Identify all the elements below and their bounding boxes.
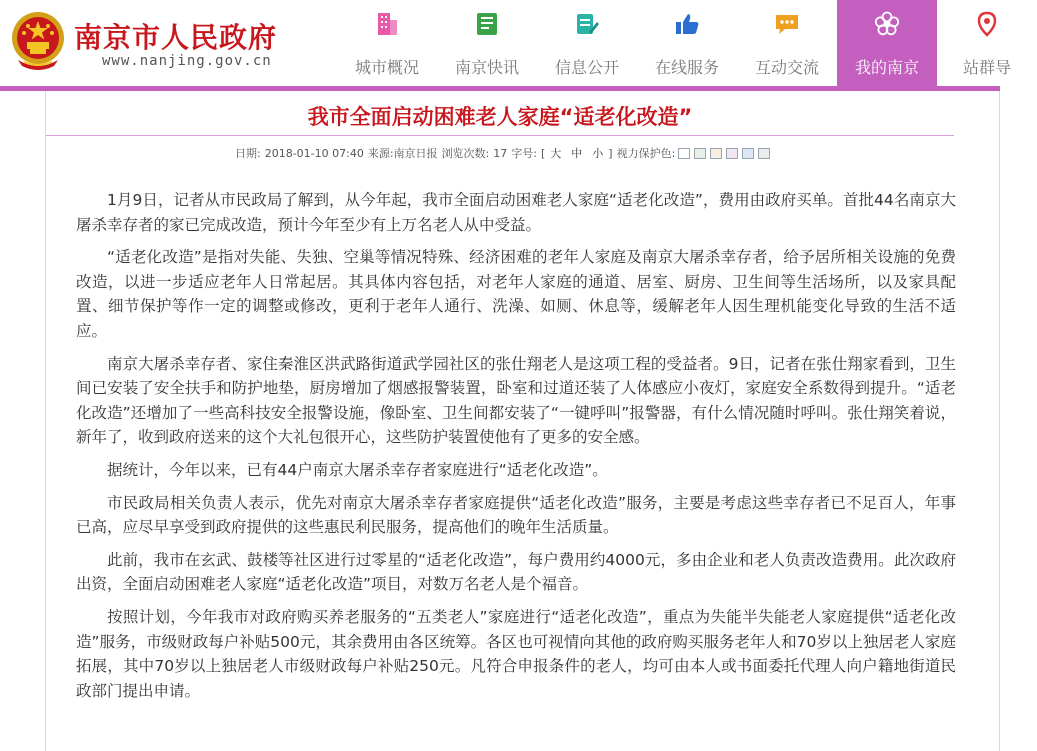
article-title: 我市全面启动困难老人家庭“适老化改造” [307,105,693,129]
views-value: 17 [493,146,508,160]
bracket-open: [ [541,146,546,160]
site-header [0,0,1011,86]
national-emblem-icon[interactable] [10,10,66,72]
article-paragraph: 据统计，今年以来，已有44户南京大屠杀幸存者家庭进行“适老化改造”。 [107,460,608,479]
color-swatch[interactable] [742,148,754,159]
eye-protection-swatches [678,148,774,159]
nav-item-site-group[interactable] [937,0,1037,86]
color-swatch[interactable] [678,148,690,159]
font-size-medium-link[interactable]: 中 [571,147,583,160]
map-pin-icon [973,10,1001,38]
title-divider [46,135,954,136]
document-edit-icon [573,10,601,38]
article-paragraph: 按照计划，今年我市对政府购买养老服务的“五类老人”家庭进行“适老化改造”，重点为失能半失能老人家庭提供“适老化改造”服务，市级财政每户补贴500元，其余费用由各区统筹。各区也可视情向其他的政府购买服务老年人和70岁以上独居老人家庭拓展，其中70岁以上独居老人市级财政每户补贴250元。凡符合申报条件的老人，均可由本人或书面委托代理人向户籍地街道民政部门提出申请。 [76,607,956,700]
eye-protection-label: 视力保护色: [616,147,676,160]
views-label: 浏览次数: [441,147,490,160]
font-size-large-link[interactable]: 大 [550,147,562,160]
nav-item-online-service[interactable] [637,0,737,86]
nav-item-my-nanjing[interactable] [837,0,937,86]
font-size-label: 字号: [511,147,537,160]
chat-bubble-icon [773,10,801,38]
article-body [76,188,956,711]
nav-label: 城市概况 [354,58,419,77]
date-label: 日期: [235,147,261,160]
source-label: 来源: [367,147,394,160]
thumbs-up-icon [673,10,701,38]
color-swatch[interactable] [726,148,738,159]
site-title[interactable]: 南京市人民政府 [74,21,278,54]
font-size-small-link[interactable]: 小 [592,147,604,160]
nav-item-nanjing-news[interactable] [437,0,537,86]
article-paragraph: 市民政局相关负责人表示，优先对南京大屠杀幸存者家庭提供“适老化改造”服务，主要是考虑这些幸存者已不足百人，年事已高，应尽早享受到政府提供的这些惠民利民服务，提高他们的晚年生活质量。 [76,493,956,537]
article-paragraph: 南京大屠杀幸存者、家住秦淮区洪武路街道武学园社区的张仕翔老人是这项工程的受益者。9日，记者在张仕翔家看到，卫生间已安装了安全扶手和防护地垫，厨房增加了烟感报警装置，卧室和过道还装了人体感应小夜灯，家庭安全系数得到提升。“适老化改造”还增加了一些高科技安全报警设施，像卧室、卫生间都安装了“一键呼叫”报警器，有什么情况随时呼叫。张仕翔笑着说，新年了，收到政府送来的这个大礼包很开心，这些防护装置使他有了更多的安全感。 [76,354,956,447]
date-value: 2018-01-10 07:40 [264,146,364,160]
color-swatch[interactable] [758,148,770,159]
nav-label: 我的南京 [854,58,919,77]
plum-blossom-icon [873,10,901,38]
color-swatch[interactable] [710,148,722,159]
bracket-close: ] [608,146,613,160]
nav-label: 站群导 [962,58,1011,77]
nav-label: 信息公开 [554,58,619,77]
article-panel [45,91,1000,751]
color-swatch[interactable] [694,148,706,159]
nav-item-city-overview[interactable] [337,0,437,86]
nav-item-info-disclosure[interactable] [537,0,637,86]
article-meta [235,145,774,161]
news-icon [473,10,501,38]
article-paragraph: 此前，我市在玄武、鼓楼等社区进行过零星的“适老化改造”，每户费用约4000元，多由企业和老人负责改造费用。此次政府出资，全面启动困难老人家庭“适老化改造”项目，对数万名老人是个福音。 [76,550,956,594]
nav-label: 南京快讯 [454,58,519,77]
article-paragraph: “适老化改造”是指对失能、失独、空巢等情况特殊、经济困难的老年人家庭及南京大屠杀幸存者，给予居所相关设施的免费改造，以进一步适应老年人日常起居。其具体内容包括，对老年人家庭的通道、居室、厨房、卫生间等生活场所，以及家具配置、细节保护等作一定的调整或修改，更利于老年人通行、洗澡、如厕、休息等，缓解老年人因生理机能变化导致的生活不适应。 [76,248,956,340]
main-nav [337,0,1037,86]
nav-label: 互动交流 [754,58,819,77]
building-icon [373,10,401,38]
nav-item-interaction[interactable] [737,0,837,86]
source-value: 南京日报 [393,147,438,160]
nav-label: 在线服务 [654,58,719,77]
site-url[interactable]: www.nanjing.gov.cn [102,53,272,69]
article-paragraph: 1月9日，记者从市民政局了解到，从今年起，我市全面启动困难老人家庭“适老化改造”，费用由政府买单。首批44名南京大屠杀幸存者的家已完成改造，预计今年至少有上万名老人从中受益。 [76,191,956,234]
